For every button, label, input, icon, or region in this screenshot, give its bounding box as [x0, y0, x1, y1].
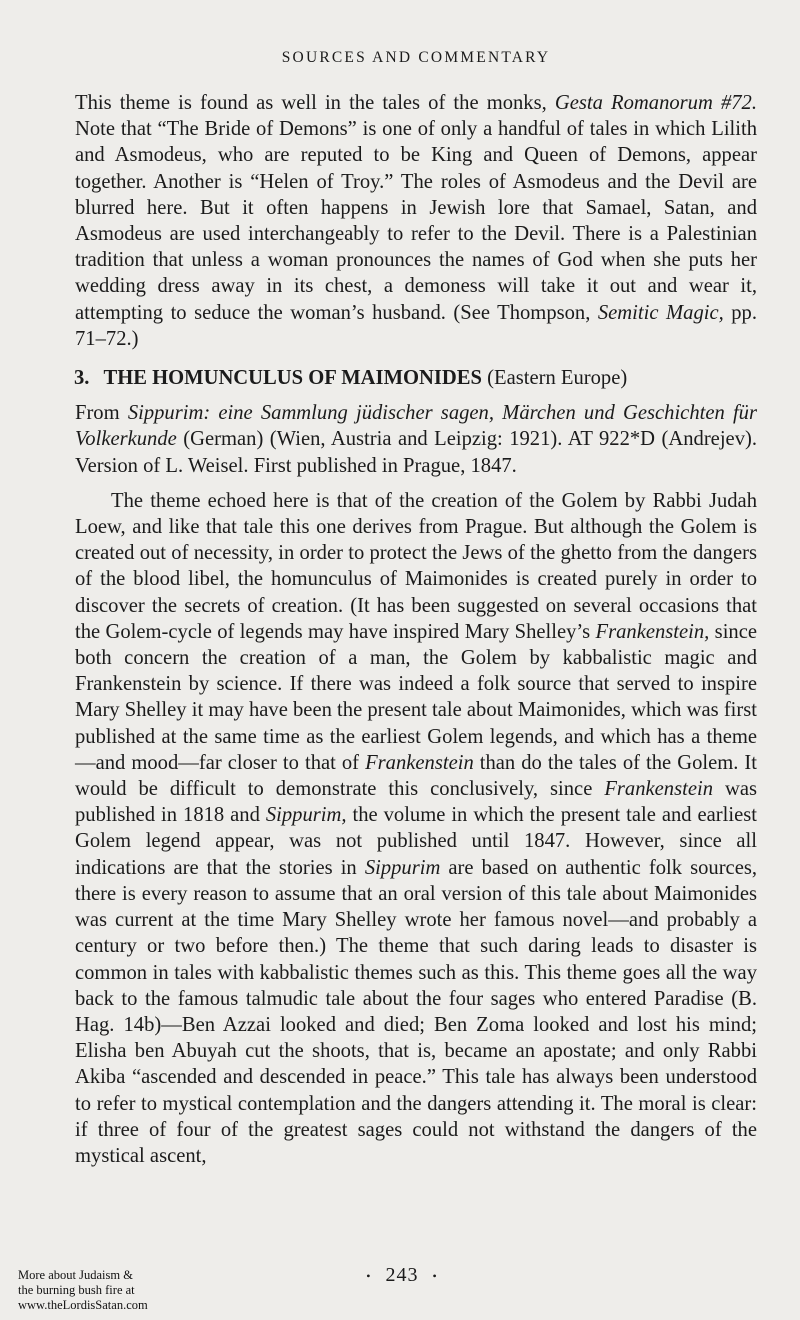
running-head: SOURCES AND COMMENTARY: [281, 49, 551, 66]
para2-italic-frankenstein-1: Frankenstein,: [595, 620, 710, 643]
para2-italic-sippurim-1: Sippurim,: [265, 804, 347, 827]
credit-line-2: the burning bush fire at: [18, 1283, 135, 1297]
credit-url[interactable]: www.theLordisSatan.com: [18, 1298, 148, 1312]
para1-text-2: Note that “The Bride of Demons” is one of only a handful of tales in which Lilith and Asmodeus, who are reputed to be King and Queen of Demons, appear together. Another is “Helen of Troy.” The roles of Asmodeus and the Devil are blurred here. But it often happens in Jewish lore that Samael, Satan, and Asmodeus are used interchangeably to refer to the Devil. There is a Palestinian tradition that unless a woman pronounces the names of God when she puts her wedding dress away in its chest, a demoness will take it out and wear it, attempting to seduce the woman’s husband. (See Thompson,: [75, 118, 757, 324]
para2-text-6: are based on authentic folk sources, there is every reason to assume that an oral version of this tale about Maimonides was current at the time Mary Shelley wrote her famous novel—and probably a century or two before then.) The theme that such daring leads to disaster is common in tales with kabbalistic themes such as this. This theme goes all the way back to the famous talmudic tale about the four sages who entered Paradise (B. Hag. 14b)—Ben Azzai looked and died; Ben Zoma looked and lost his mind; Elisha ben Abuyah cut the shoots, that is, became an apostate; and only Rabbi Akiba “ascended and descended in peace.” This tale has always been understood to refer to mystical contemplation and the dangers attending it. The moral is clear: if three of four of the greatest sages could not withstand the dangers of the mystical ascent,: [75, 856, 757, 1167]
section-title: THE HOMUNCULUS OF MAIMONIDES: [103, 367, 482, 390]
paragraph-bride-of-demons: [75, 90, 757, 352]
page-number: 243: [385, 1264, 419, 1286]
source-text-1: From: [75, 402, 128, 425]
section-region: (Eastern Europe): [487, 367, 628, 390]
para2-italic-frankenstein-2: Frankenstein: [365, 751, 474, 774]
page-body: [75, 90, 757, 1169]
para2-italic-frankenstein-3: Frankenstein: [604, 778, 713, 801]
folio-dot-left: •: [366, 1268, 372, 1283]
credit-line-1: More about Judaism &: [18, 1268, 133, 1282]
para2-text-4: was published in 1818 and: [75, 778, 758, 827]
paragraph-commentary: [75, 488, 757, 1169]
para2-text-1: The theme echoed here is that of the creation of the Golem by Rabbi Judah Loew, and like that tale this one derives from Prague. But although the Golem is created out of necessity, in order to protect the Jews of the ghetto from the dangers of the blood libel, the homunculus of Maimonides is created purely in order to discover the secrets of creation. (It has been suggested on several occasions that the Golem-cycle of legends may have inspired Mary Shelley’s: [75, 489, 757, 643]
section-heading: [74, 365, 757, 391]
para2-text-3: than do the tales of the Golem. It would be difficult to demonstrate this conclusively, since: [75, 751, 757, 801]
para1-text-3: pp. 71–72.): [75, 301, 757, 350]
para1-italic-semitic-magic: Semitic Magic,: [597, 301, 724, 324]
section-number: 3.: [74, 367, 90, 390]
para2-italic-sippurim-2: Sippurim: [364, 856, 441, 879]
para2-text-2: since both concern the creation of a man, the Golem by kabbalistic magic and Frankenstein by science. If there was indeed a folk source that served to inspire Mary Shelley it may have been the present tale about Maimonides, which was first published at the same time as the earliest Golem legends, and which has a theme—and mood—far closer to that of: [75, 620, 757, 774]
page-folio: [342, 1264, 462, 1287]
source-text-2: (German) (Wien, Austria and Leipzig: 1921). AT 922*D (Andrejev). Version of L. Weisel. First published in Prague, 1847.: [75, 428, 757, 477]
watermark-credit: [18, 1268, 188, 1313]
para1-text-1: This theme is found as well in the tales of the monks,: [75, 92, 555, 114]
folio-dot-right: •: [432, 1268, 438, 1283]
para1-italic-gesta: Gesta Romanorum #72.: [554, 92, 757, 114]
source-citation: [75, 400, 757, 479]
para2-text-5: the volume in which the present tale and earliest Golem legend appear, was not published until 1847. However, since all indications are that the stories in: [75, 804, 757, 879]
source-italic-title: Sippurim: eine Sammlung jüdischer sagen, Märchen und Geschichten für Volkerkunde: [75, 402, 757, 451]
